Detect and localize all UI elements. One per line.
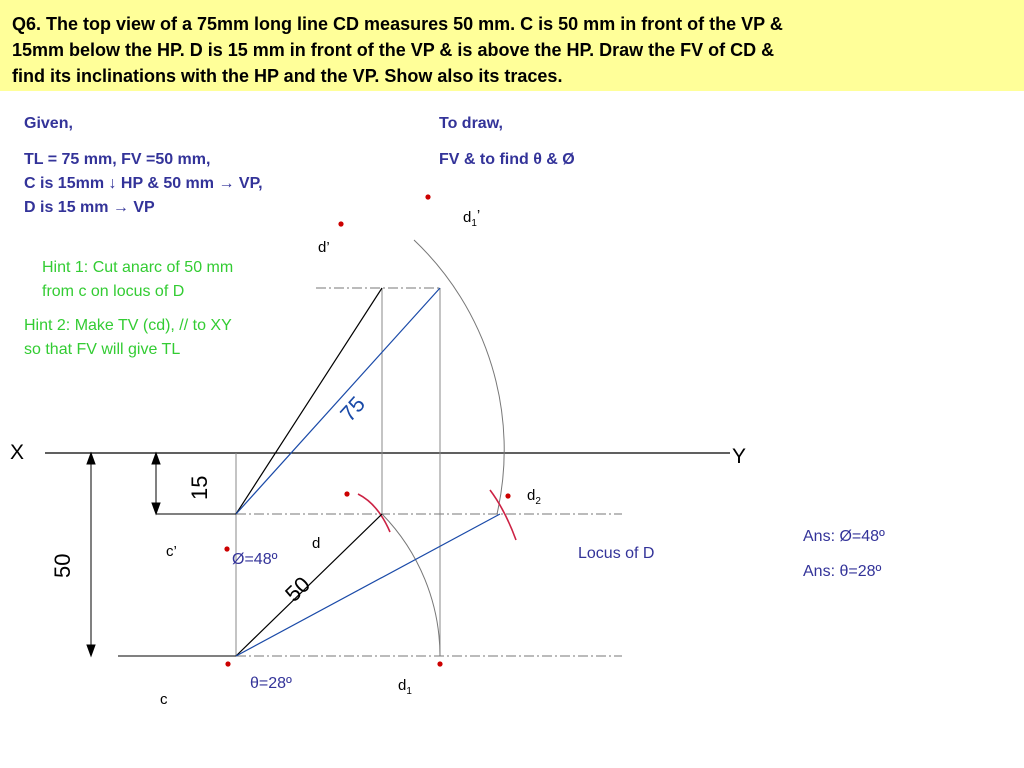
answer-theta: Ans: θ=28º bbox=[803, 563, 882, 580]
to-draw-line: FV & to find θ & Ø bbox=[439, 151, 575, 168]
dim-50-arrow-top bbox=[87, 453, 95, 464]
construction-arcs bbox=[382, 240, 504, 656]
to-draw-heading: To draw, bbox=[439, 115, 503, 132]
dot-d1-prime bbox=[425, 194, 430, 199]
dim-15-arrow-bottom bbox=[152, 503, 160, 514]
arc-75-from-c-prime bbox=[414, 240, 504, 514]
c-label: c bbox=[160, 691, 168, 708]
question-line-2: 15mm below the HP. D is 15 mm in front of the VP & is above the HP. Draw the FV of CD & bbox=[12, 40, 775, 60]
theta-angle-label: θ=28º bbox=[250, 675, 292, 692]
phi-angle-label: Ø=48º bbox=[232, 551, 278, 568]
arc-cut-d2 bbox=[490, 490, 516, 540]
dot-d bbox=[344, 491, 349, 496]
d-label: d bbox=[312, 535, 321, 552]
d2-base: d bbox=[527, 487, 536, 504]
dot-d-prime bbox=[338, 221, 343, 226]
y-label: Y bbox=[732, 445, 747, 468]
arc-50-from-c bbox=[382, 514, 440, 656]
d1-prime-label bbox=[463, 207, 480, 229]
question-line-3: find its inclinations with the HP and the VP. Show also its traces. bbox=[12, 66, 563, 86]
dot-c bbox=[225, 661, 230, 666]
dim-75-label: 75 bbox=[335, 391, 371, 427]
given-line-1: TL = 75 mm, FV =50 mm, bbox=[24, 151, 211, 168]
d1-prime-base: d bbox=[463, 209, 472, 226]
point-dots bbox=[224, 194, 510, 666]
d2-label bbox=[527, 487, 541, 507]
dim-50-left-label: 50 bbox=[50, 553, 75, 578]
dim-50 bbox=[82, 453, 236, 656]
d1-label bbox=[398, 677, 412, 697]
given-line-2: C is 15mm ↓ HP & 50 mm → VP, bbox=[24, 175, 263, 192]
x-label: X bbox=[10, 441, 25, 464]
line-cd bbox=[236, 288, 500, 656]
tl-c-prime-d1-prime bbox=[236, 288, 440, 514]
d2-sub: 2 bbox=[535, 496, 541, 507]
dim-50-arrow-bottom bbox=[87, 645, 95, 656]
dot-c-prime bbox=[224, 546, 229, 551]
d1-prime-sub: 1 bbox=[471, 218, 477, 229]
dim-15-label: 15 bbox=[187, 475, 212, 500]
hint1-line-1: Hint 1: Cut anarc of 50 mm bbox=[42, 259, 234, 276]
arc-cut-d bbox=[358, 494, 390, 532]
tv-cd2 bbox=[236, 514, 500, 656]
dot-d2 bbox=[505, 493, 510, 498]
given-line-3: D is 15 mm → VP bbox=[24, 199, 155, 216]
dot-d1 bbox=[437, 661, 442, 666]
c-prime-label: c’ bbox=[166, 543, 177, 560]
d1-prime-mark: ’ bbox=[476, 207, 481, 224]
hint2-line-1: Hint 2: Make TV (cd), // to XY bbox=[24, 317, 232, 334]
dim-50-line-label: 50 bbox=[280, 571, 316, 607]
hint1-line-2: from c on locus of D bbox=[42, 283, 185, 300]
d1-base: d bbox=[398, 677, 407, 694]
answer-phi: Ans: Ø=48º bbox=[803, 528, 885, 545]
locus-of-d-label: Locus of D bbox=[578, 545, 655, 562]
hint2-line-2: so that FV will give TL bbox=[24, 341, 181, 358]
question-line-1: Q6. The top view of a 75mm long line CD measures 50 mm. C is 50 mm in front of the VP & bbox=[12, 14, 783, 34]
d-prime-label: d’ bbox=[318, 239, 330, 256]
d1-sub: 1 bbox=[406, 686, 412, 697]
dim-15-arrow-top bbox=[152, 453, 160, 464]
given-heading: Given, bbox=[24, 115, 73, 132]
